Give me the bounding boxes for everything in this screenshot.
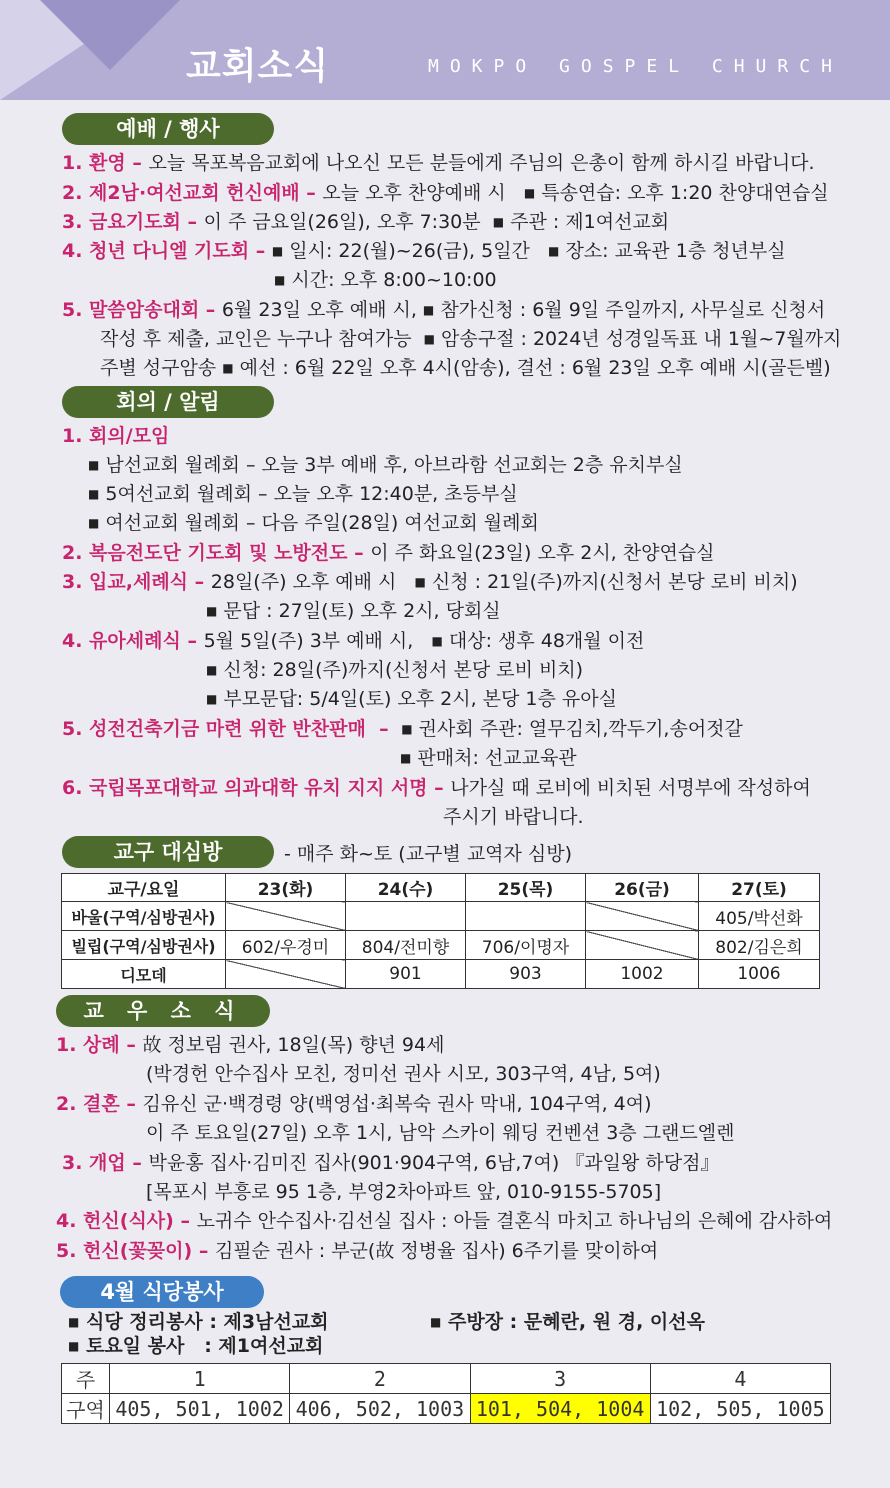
page-title: 교회소식 bbox=[186, 46, 330, 87]
table-row bbox=[62, 1394, 831, 1424]
worship-item-5-line2: 작성 후 제출, 교인은 누구나 참여가능 ■ 암송구절 : 2024년 성경일독표 내 1월~7월까지 bbox=[100, 328, 842, 350]
notice-item-6: 6. 국립목포대학교 의과대학 유치 지지 서명 – 나가실 때 로비에 비치된 서명부에 작성하여 bbox=[62, 777, 811, 799]
news-item-3-line2: [목포시 부흥로 95 1층, 부영2차아파트 앞, 010-9155-5705] bbox=[146, 1181, 662, 1203]
visitation-table bbox=[61, 873, 820, 989]
table-cell: 2 bbox=[290, 1364, 470, 1394]
notice-item-5-place: ■ 판매처: 선교교육관 bbox=[400, 747, 577, 769]
worship-item-4-time: ■ 시간: 오후 8:00~10:00 bbox=[274, 269, 497, 291]
table-cell: 1002 bbox=[586, 960, 699, 989]
worship-item-1: 1. 환영 – 오늘 목포복음교회에 나오신 모든 분들에게 주님의 은총이 함께 하시길 바랍니다. bbox=[62, 152, 815, 174]
table-cell: 602/우경미 bbox=[226, 931, 346, 960]
header-cell: 26(금) bbox=[586, 874, 699, 902]
header-cell: 25(목) bbox=[466, 874, 586, 902]
notice-item-3: 3. 입교,세례식 – 28일(주) 오후 예배 시 ■ 신청 : 21일(주)까지(신청서 본당 로비 비치) bbox=[62, 571, 798, 593]
section-cafeteria-label: 4월 식당봉사 bbox=[60, 1276, 264, 1308]
section-meetings-label: 회의 / 알림 bbox=[62, 386, 274, 418]
table-cell: 102, 505, 1005 bbox=[650, 1394, 830, 1424]
row-header: 빌립(구역/심방권사) bbox=[62, 931, 226, 960]
notice-item-4-parents: ■ 부모문답: 5/4일(토) 오후 2시, 본당 1층 유아실 bbox=[206, 688, 617, 710]
table-cell: 406, 502, 1003 bbox=[290, 1394, 470, 1424]
section-member-news-label: 교 우 소 식 bbox=[56, 995, 270, 1027]
news-item-3: 3. 개업 – 박윤홍 집사·김미진 집사(901·904구역, 6남,7여) 『과일왕 하당점』 bbox=[62, 1152, 720, 1174]
worship-item-5-line3: 주별 성구암송 ■ 예선 : 6월 22일 오후 4시(암송), 결선 : 6월 23일 오후 예배 시(골든벨) bbox=[100, 357, 831, 379]
table-cell: 4 bbox=[650, 1364, 830, 1394]
worship-item-3: 3. 금요기도회 – 이 주 금요일(26일), 오후 7:30분 ■ 주관 : 제1여선교회 bbox=[62, 211, 670, 233]
empty-cell bbox=[466, 902, 586, 931]
empty-cell bbox=[226, 960, 346, 989]
table-cell: 804/전미향 bbox=[346, 931, 466, 960]
cafeteria-saturday: ■ 토요일 봉사 : 제1여선교회 bbox=[68, 1335, 324, 1357]
table-cell: 405, 501, 1002 bbox=[110, 1394, 290, 1424]
worship-item-5: 5. 말씀암송대회 – 6월 23일 오후 예배 시, ■ 참가신청 : 6월 9일 주일까지, 사무실로 신청서 bbox=[62, 299, 826, 321]
notice-item-5: 5. 성전건축기금 마련 위한 반찬판매 – ■ 권사회 주관: 열무김치,깍두기,송어젓갈 bbox=[62, 718, 743, 740]
cafeteria-chef: ■ 주방장 : 문혜란, 원 경, 이선옥 bbox=[430, 1311, 705, 1333]
worship-item-2: 2. 제2남·여선교회 헌신예배 – 오늘 오후 찬양예배 시 ■ 특송연습: 오후 1:20 찬양대연습실 bbox=[62, 182, 829, 204]
news-item-5: 5. 헌신(꽃꽂이) – 김필순 권사 : 부군(故 정병율 집사) 6주기를 맞이하여 bbox=[56, 1240, 659, 1262]
header-banner bbox=[0, 0, 890, 100]
notice-item-6-line2: 주시기 바랍니다. bbox=[443, 806, 584, 828]
header-decoration bbox=[40, 0, 180, 70]
news-item-1: 1. 상례 – 故 정보림 권사, 18일(목) 향년 94세 bbox=[56, 1034, 445, 1056]
table-row bbox=[62, 902, 820, 931]
row-header: 바울(구역/심방권사) bbox=[62, 902, 226, 931]
empty-cell bbox=[346, 902, 466, 931]
empty-cell bbox=[586, 931, 699, 960]
news-item-2-line2: 이 주 토요일(27일) 오후 1시, 남악 스카이 웨딩 컨벤션 3층 그랜드엘렌 bbox=[146, 1122, 735, 1144]
table-cell: 706/이명자 bbox=[466, 931, 586, 960]
cafeteria-table bbox=[61, 1363, 831, 1424]
header-cell: 24(수) bbox=[346, 874, 466, 902]
header-cell: 교구/요일 bbox=[62, 874, 226, 902]
empty-cell bbox=[226, 902, 346, 931]
highlighted-cell: 101, 504, 1004 bbox=[470, 1394, 650, 1424]
visitation-note: - 매주 화~토 (교구별 교역자 심방) bbox=[284, 843, 573, 865]
notice-item-4-apply: ■ 신청: 28일(주)까지(신청서 본당 로비 비치) bbox=[206, 659, 584, 681]
notice-item-1c: ■ 여선교회 월례회 – 다음 주일(28일) 여선교회 월례회 bbox=[88, 512, 539, 534]
news-item-4: 4. 헌신(식사) – 노귀수 안수집사·김선실 집사 : 아들 결혼식 마치고 하나님의 은혜에 감사하여 bbox=[56, 1210, 833, 1232]
notice-item-1b: ■ 5여선교회 월례회 – 오늘 오후 12:40분, 초등부실 bbox=[88, 483, 518, 505]
notice-item-1: 1. 회의/모임 bbox=[62, 425, 170, 447]
table-cell: 1006 bbox=[699, 960, 820, 989]
cafeteria-cleanup: ■ 식당 정리봉사 : 제3남선교회 bbox=[68, 1311, 329, 1333]
table-row bbox=[62, 1364, 831, 1394]
header-cell: 27(토) bbox=[699, 874, 820, 902]
table-cell: 405/박선화 bbox=[699, 902, 820, 931]
notice-item-2: 2. 복음전도단 기도회 및 노방전도 – 이 주 화요일(23일) 오후 2시, 찬양연습실 bbox=[62, 542, 715, 564]
table-cell: 903 bbox=[466, 960, 586, 989]
row-header: 구역 bbox=[62, 1394, 110, 1424]
notice-item-4: 4. 유아세례식 – 5월 5일(주) 3부 예배 시, ■ 대상: 생후 48개월 이전 bbox=[62, 630, 645, 652]
table-cell: 1 bbox=[110, 1364, 290, 1394]
table-cell: 3 bbox=[470, 1364, 650, 1394]
table-header-row bbox=[62, 874, 820, 902]
news-item-1-line2: (박경헌 안수집사 모친, 정미선 권사 시모, 303구역, 4남, 5여) bbox=[146, 1063, 661, 1085]
notice-item-1a: ■ 남선교회 월례회 – 오늘 3부 예배 후, 아브라함 선교회는 2층 유치부실 bbox=[88, 454, 683, 476]
empty-cell bbox=[586, 902, 699, 931]
news-item-2: 2. 결혼 – 김유신 군·백경령 양(백영섭·최복숙 권사 막내, 104구역, 4여) bbox=[56, 1093, 652, 1115]
row-header: 디모데 bbox=[62, 960, 226, 989]
section-worship-label: 예배 / 행사 bbox=[62, 113, 274, 145]
worship-item-4: 4. 청년 다니엘 기도회 – ■ 일시: 22(월)~26(금), 5일간 ■ 장소: 교육관 1층 청년부실 bbox=[62, 240, 786, 262]
church-name: MOKPO GOSPEL CHURCH bbox=[428, 56, 843, 77]
header-cell: 23(화) bbox=[226, 874, 346, 902]
notice-item-3-interview: ■ 문답 : 27일(토) 오후 2시, 당회실 bbox=[206, 600, 501, 622]
table-cell: 901 bbox=[346, 960, 466, 989]
table-row bbox=[62, 931, 820, 960]
table-row bbox=[62, 960, 820, 989]
section-visitation-label: 교구 대심방 bbox=[62, 836, 274, 868]
table-cell: 802/김은희 bbox=[699, 931, 820, 960]
row-header: 주 bbox=[62, 1364, 110, 1394]
